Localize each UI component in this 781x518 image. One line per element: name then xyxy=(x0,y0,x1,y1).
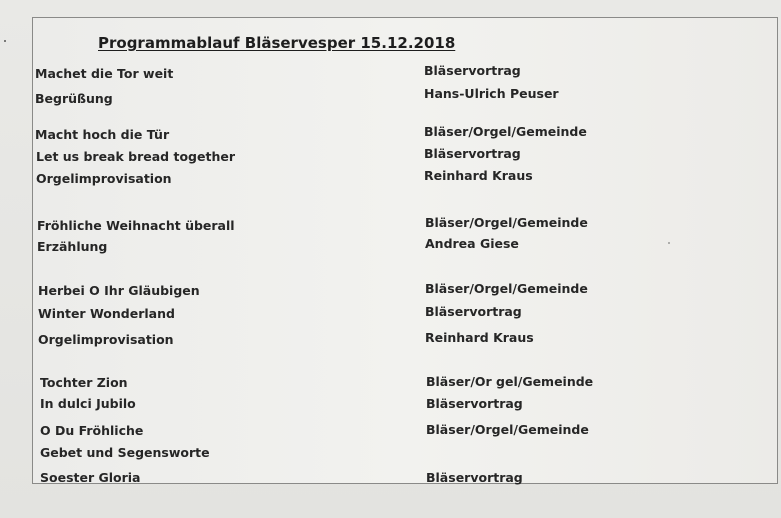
program-performer: Bläser/Orgel/Gemeinde xyxy=(424,124,587,139)
program-piece: Tochter Zion xyxy=(40,375,128,390)
program-title: Programmablauf Bläservesper 15.12.2018 xyxy=(98,34,456,52)
paper-sheet xyxy=(32,17,778,484)
program-performer: Andrea Giese xyxy=(425,236,519,251)
program-piece: Let us break bread together xyxy=(36,149,235,164)
program-performer: Bläser/Or gel/Gemeinde xyxy=(426,374,594,389)
program-performer: Hans-Ulrich Peuser xyxy=(424,86,559,101)
program-piece: Macht hoch die Tür xyxy=(35,127,170,142)
program-piece: Gebet und Segensworte xyxy=(40,445,210,460)
program-piece: Orgelimprovisation xyxy=(38,332,174,347)
program-piece: In dulci Jubilo xyxy=(40,396,136,411)
program-performer: Bläser/Orgel/Gemeinde xyxy=(425,281,588,296)
program-performer: Bläservortrag xyxy=(426,470,523,485)
program-performer: Bläser/Orgel/Gemeinde xyxy=(426,422,589,437)
paper-speck xyxy=(4,40,6,42)
program-piece: O Du Fröhliche xyxy=(40,423,144,438)
program-piece: Soester Gloria xyxy=(40,470,141,485)
program-performer: Bläservortrag xyxy=(426,396,523,411)
program-performer: Bläservortrag xyxy=(425,304,522,319)
program-piece: Begrüßung xyxy=(35,91,113,106)
program-performer: Bläservortrag xyxy=(424,63,521,78)
program-performer: Bläservortrag xyxy=(424,146,521,161)
paper-speck xyxy=(668,242,670,244)
program-piece: Herbei O Ihr Gläubigen xyxy=(38,283,200,298)
program-piece: Fröhliche Weihnacht überall xyxy=(37,218,235,233)
program-performer: Bläser/Orgel/Gemeinde xyxy=(425,215,588,230)
program-piece: Erzählung xyxy=(37,239,108,254)
program-piece: Winter Wonderland xyxy=(38,306,175,321)
program-piece: Orgelimprovisation xyxy=(36,171,172,186)
program-performer: Reinhard Kraus xyxy=(424,168,533,183)
program-performer: Reinhard Kraus xyxy=(425,330,534,345)
program-piece: Machet die Tor weit xyxy=(35,66,174,81)
